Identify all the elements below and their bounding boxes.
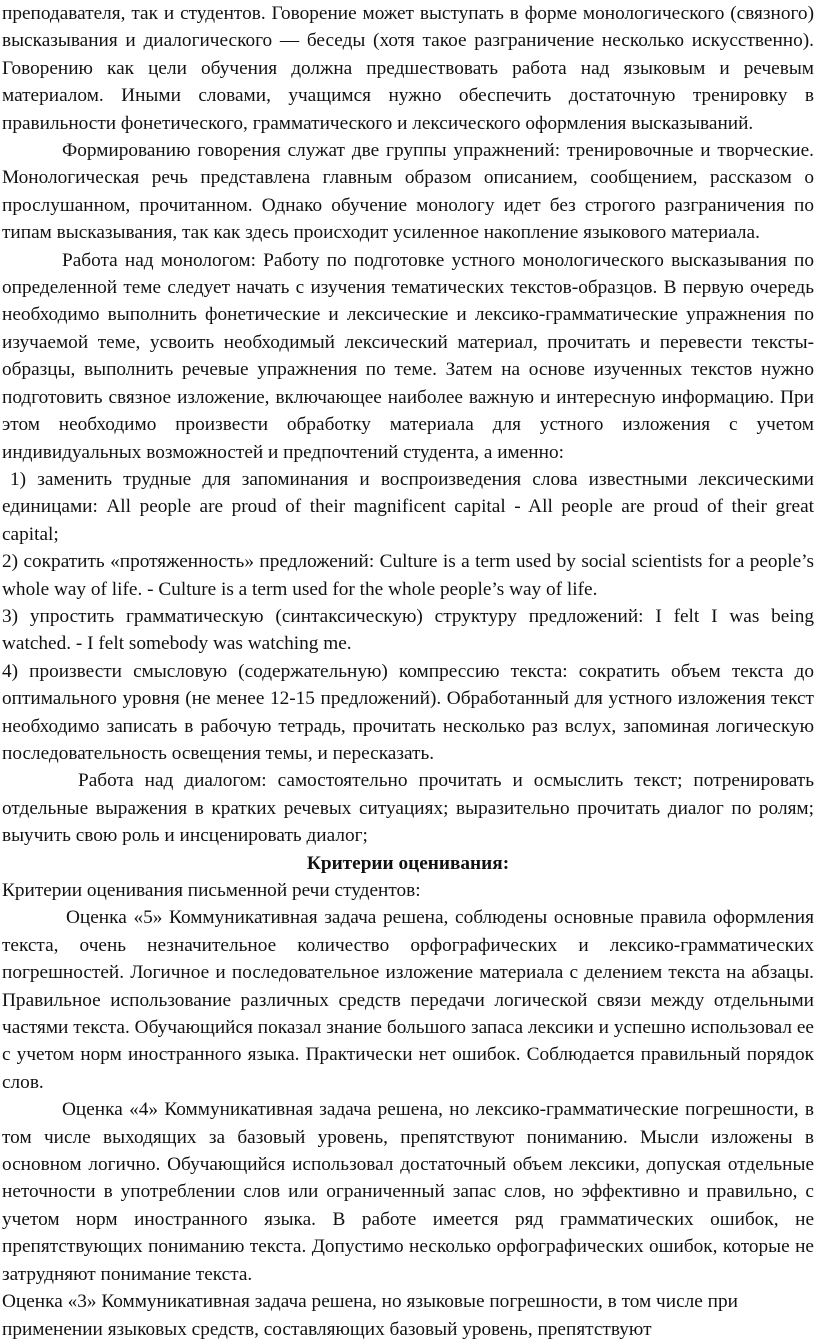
list-item-replace-words: 1) заменить трудные для запоминания и воспроизведения слова известными лексическими единицами: All people are proud of their magnificent capital - All people are proud of their great capital; — [2, 468, 814, 545]
paragraph-monologue-work: Работа над монологом: Работу по подготовке устного монологического высказывания по определенной теме следует начать с изучения тематических текстов-образцов. В первую очередь необходимо выполнить фонетические и лексические и лексико-грамматические упражнения по изучаемой теме, усвоить необходимый лексический материал, прочитать и перевести тексты-образцы, выполнить речевые упражнения по теме. Затем на основе изученных текстов нужно подготовить связное изложение, включающее наиболее важную и интересную информацию. При этом необходимо произвести обработку материала для устного изложения с учетом индивидуальных возможностей и предпочтений студента, а именно: — [2, 249, 814, 463]
list-item-shorten-sentences: 2) сократить «протяженность» предложений: Culture is a term used by social scientists for a people’s whole way of life. - Culture is a term used for the whole people’s way of life. — [2, 551, 814, 600]
list-item-simplify-grammar: 3) упростить грамматическую (синтаксическую) структуру предложений: I felt I was being watched. - I felt somebody was watching me. — [2, 605, 814, 655]
paragraph-criteria-intro: Критерии оценивания письменной речи студентов: — [2, 880, 421, 901]
list-item-compress-text: 4) произвести смысловую (содержательную) компрессию текста: сократить объем текста до оптимального уровня (не менее 12-15 предложений). Обработанный для устного изложения текст необходимо записать в рабочую тетрадь, прочитать несколько раз вслух, запоминая логическую последовательность освещения темы, и пересказать. — [2, 660, 814, 764]
paragraph-dialogue-work: Работа над диалогом: самостоятельно прочитать и осмыслить текст; потренировать отдельные выражения в кратких речевых ситуациях; выразительно прочитать диалог по ролям; выучить свою роль и инсценировать диалог; — [2, 770, 814, 847]
paragraph-grade-5: Оценка «5» Коммуникативная задача решена, соблюдены основные правила оформления текста, очень незначительное количество орфографических и лексико-грамматических погрешностей. Логичное и последовательное изложение материала с делением текста на абзацы. Правильное использование различных средств передачи логической связи между отдельными частями текста. Обучающийся показал знание большого запаса лексики и успешно использовал ее с учетом норм иностранного языка. Практически нет ошибок. Соблюдается правильный порядок слов. — [2, 907, 814, 1093]
section-heading-criteria: Критерии оценивания: — [306, 852, 510, 874]
paragraph-exercise-groups: Формированию говорения служат две группы упражнений: тренировочные и творческие. Монологическая речь представлена главным образом описанием, сообщением, рассказом о прослушанном, прочитанном. Однако обучение монологу идет без строгого разграничения по типам высказывания, так как здесь происходит усиленное накопление языкового материала. — [2, 140, 814, 244]
paragraph-speaking-forms: преподавателя, так и студентов. Говорение может выступать в форме монологического (связного) высказывания и диалогического — беседы (хотя такое разграничение несколько искусственно). Говорению как цели обучения должна предшествовать работа над языковым и речевым материалом. Иными словами, учащимся нужно обеспечить достаточную тренировку в правильности фонетического, грамматического и лексического оформления высказываний. — [2, 3, 814, 134]
paragraph-grade-3: Оценка «3» Коммуникативная задача решена, но языковые погрешности, в том числе при применении языковых средств, составляющих базовый уровень, препятствуют — [2, 1291, 738, 1340]
paragraph-grade-4: Оценка «4» Коммуникативная задача решена, но лексико-грамматические погрешности, в том числе выходящих за базовый уровень, препятствуют пониманию. Мысли изложены в основном логично. Обучающийся использовал достаточный объем лексики, допуская отдельные неточности в употреблении слов или ограниченный запас слов, но эффективно и правильно, с учетом норм иностранного языка. В работе имеется ряд грамматических ошибок, не препятствующих пониманию текста. Допустимо несколько орфографических ошибок, которые не затрудняют понимание текста. — [2, 1099, 814, 1285]
